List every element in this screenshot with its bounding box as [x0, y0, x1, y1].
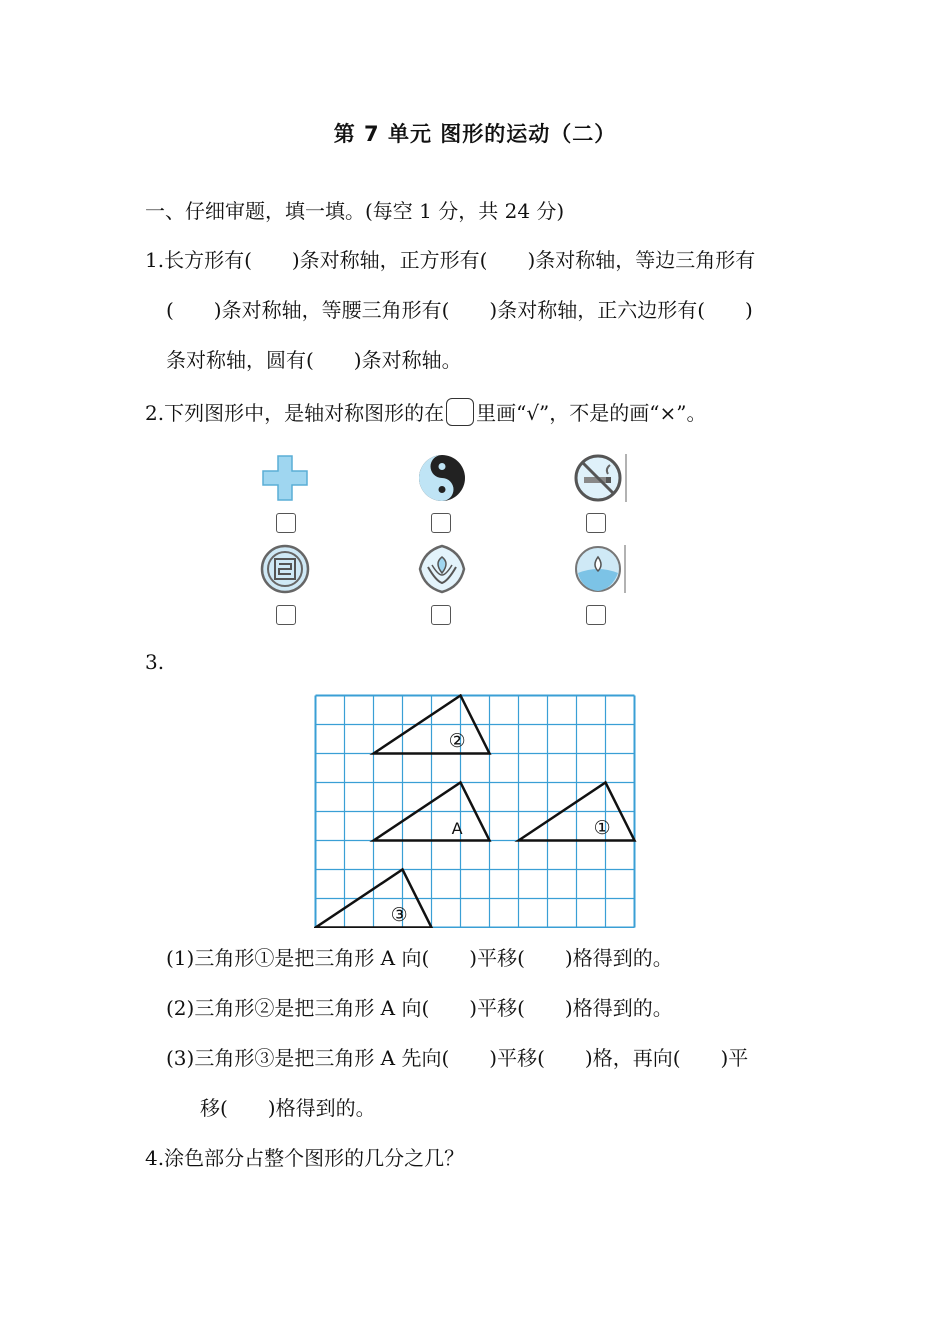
- answer-checkbox-leaf[interactable]: [431, 605, 451, 625]
- answer-checkbox-no-smoking[interactable]: [586, 513, 606, 533]
- triangle-label-4: ③: [390, 904, 408, 927]
- q1-line3: 条对称轴，圆有( )条对称轴。: [166, 348, 462, 372]
- translation-grid: [314, 694, 637, 928]
- q1-line1: 1.长方形有( )条对称轴，正方形有( )条对称轴，等边三角形有: [145, 248, 756, 272]
- q4-text: 4.涂色部分占整个图形的几分之几？: [145, 1146, 465, 1170]
- answer-checkbox-yin-yang[interactable]: [431, 513, 451, 533]
- q3-sub1: (1)三角形①是把三角形 A 向( )平移( )格得到的。: [166, 946, 673, 970]
- water-drop-icon: [572, 543, 628, 595]
- answer-checkbox-coin[interactable]: [276, 605, 296, 625]
- page-title: 第 7 单元 图形的运动（二）: [333, 122, 617, 146]
- cross-icon: [259, 452, 311, 504]
- answer-checkbox-water-drop[interactable]: [586, 605, 606, 625]
- answer-checkbox-cross[interactable]: [276, 513, 296, 533]
- q3-sub3a: (3)三角形③是把三角形 A 先向( )平移( )格，再向( )平: [166, 1046, 749, 1070]
- q2-prefix: 2.下列图形中，是轴对称图形的在: [145, 401, 445, 425]
- q3-number: 3.: [145, 650, 165, 674]
- triangle-label-1: ②: [448, 730, 466, 753]
- q2-instruction: [145, 398, 707, 427]
- leaf-emblem-icon: [416, 543, 468, 595]
- triangle-label-2: A: [451, 819, 463, 839]
- triangle-label-3: ①: [593, 817, 611, 840]
- yin-yang-icon: [416, 452, 468, 504]
- no-smoking-icon: [572, 452, 628, 504]
- q2-suffix: 里画“√”，不是的画“×”。: [476, 401, 707, 425]
- q3-sub2: (2)三角形②是把三角形 A 向( )平移( )格得到的。: [166, 996, 673, 1020]
- coin-emblem-icon: [259, 543, 311, 595]
- q3-sub3b: 移( )格得到的。: [200, 1096, 376, 1120]
- q1-line2: ( )条对称轴，等腰三角形有( )条对称轴，正六边形有( ): [166, 298, 753, 322]
- answer-box-sample: [446, 398, 474, 426]
- section-heading: 一、仔细审题，填一填。(每空 1 分，共 24 分): [145, 199, 565, 223]
